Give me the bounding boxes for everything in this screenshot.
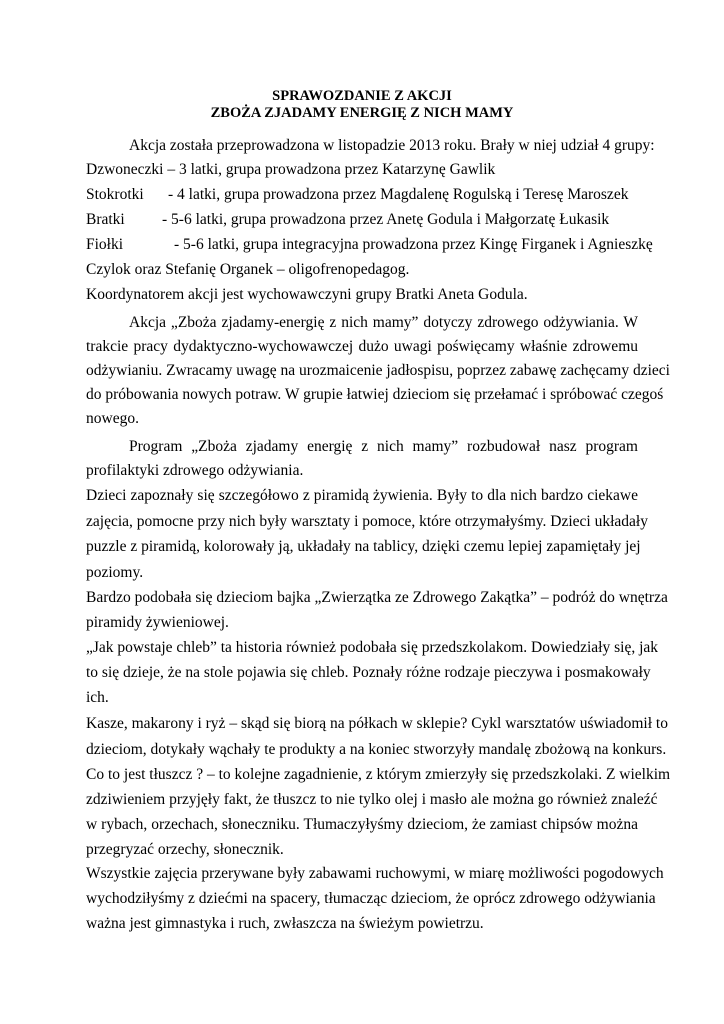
group-fiolki-name: Fiołki — [86, 236, 124, 253]
paragraph-line: zajęcia, pomocne przy nich były warsztaty i pomoce, które otrzymałyśmy. Dzieci układały — [86, 513, 648, 530]
paragraph-line: trakcie pracy dydaktyczno-wychowawczej dużo uwagi poświęcamy właśnie zdrowemu — [86, 338, 638, 355]
paragraph-line: w rybach, orzechach, słoneczniku. Tłumaczyłyśmy dzieciom, że zamiast chipsów można — [86, 816, 638, 833]
title-line-1: SPRAWOZDANIE Z AKCJI — [272, 88, 452, 104]
paragraph-line: ich. — [86, 689, 109, 706]
paragraph-line: Dzieci zapoznały się szczegółowo z piramidą żywienia. Były to dla nich bardzo ciekawe — [86, 487, 638, 504]
group-bratki-name: Bratki — [86, 211, 125, 228]
group-stokrotki-text: - 4 latki, grupa prowadzona przez Magdalenę Rogulską i Teresę Maroszek — [168, 186, 629, 203]
paragraph-line: nowego. — [86, 410, 139, 427]
group-bratki-text: - 5-6 latki, grupa prowadzona przez Anetę Godula i Małgorzatę Łukasik — [162, 211, 610, 228]
paragraph-line: poziomy. — [86, 564, 144, 581]
paragraph-line: profilaktyki zdrowego odżywiania. — [86, 462, 304, 479]
intro-text: Akcja została przeprowadzona w listopadzie 2013 roku. Brały w niej udział 4 grupy: — [129, 137, 655, 154]
group-fiolki-text: - 5-6 latki, grupa integracyjna prowadzona przez Kingę Firganek i Agnieszkę — [174, 236, 653, 253]
paragraph-line: to się dzieje, że na stole pojawia się chleb. Poznały różne rodzaje pieczywa i posmakowały — [86, 664, 651, 681]
group-stokrotki-name: Stokrotki — [86, 186, 144, 203]
paragraph-line: Wszystkie zajęcia przerywane były zabawami ruchowymi, w miarę możliwości pogodowych — [86, 865, 664, 882]
paragraph-line: Akcja „Zboża zjadamy-energię z nich mamy” dotyczy zdrowego odżywiania. W — [129, 314, 638, 331]
paragraph-line: Bardzo podobała się dzieciom bajka „Zwierzątka ze Zdrowego Zakątka” – podróż do wnętrza — [86, 589, 668, 606]
paragraph-line: przegryzać orzechy, słonecznik. — [86, 841, 284, 858]
paragraph-line: do próbowania nowych potraw. W grupie łatwiej dzieciom się przełamać i spróbować czegoś — [86, 386, 664, 403]
paragraph-line: Co to jest tłuszcz ? – to kolejne zagadnienie, z którym zmierzyły się przedszkolaki. Z wielkim — [86, 766, 671, 783]
paragraph-line: zdziwieniem przyjęły fakt, że tłuszcz to nie tylko olej i masło ale można go również znaleźć — [86, 791, 658, 808]
paragraph-line: ważna jest gimnastyka i ruch, zwłaszcza na świeżym powietrzu. — [86, 915, 484, 932]
group-fiolki-continuation: Czylok oraz Stefanię Organek – oligofrenopedagog. — [86, 261, 410, 278]
paragraph-line: piramidy żywieniowej. — [86, 614, 229, 631]
paragraph-line: dzieciom, dotykały wąchały te produkty a na koniec stworzyły mandalę zbożową na konkurs. — [86, 741, 667, 758]
coordinator-text: Koordynatorem akcji jest wychowawczyni grupy Bratki Aneta Godula. — [86, 286, 528, 303]
paragraph-line: „Jak powstaje chleb” ta historia również podobała się przedszkolakom. Dowiedziały się, jak — [86, 639, 659, 656]
title-line-2: ZBOŻA ZJADAMY ENERGIĘ Z NICH MAMY — [210, 105, 514, 121]
paragraph-line: wychodziłyśmy z dziećmi na spacery, tłumacząc dzieciom, że oprócz zdrowego odżywiania — [86, 890, 656, 907]
paragraph-line: Kasze, makarony i ryż – skąd się biorą na półkach w sklepie? Cykl warsztatów uświadomił to — [86, 715, 668, 732]
paragraph-line: odżywianiu. Zwracamy uwagę na urozmaicenie jadłospisu, poprzez zabawę zachęcamy dzieci — [86, 362, 670, 379]
paragraph-line: Program „Zboża zjadamy energię z nich mamy” rozbudował nasz program — [129, 438, 638, 455]
group-dzwoneczki: Dzwoneczki – 3 latki, grupa prowadzona przez Katarzynę Gawlik — [86, 161, 496, 178]
paragraph-line: puzzle z piramidą, kolorowały ją, układały na tablicy, dzięki czemu lepiej zapamiętały jej — [86, 538, 641, 555]
